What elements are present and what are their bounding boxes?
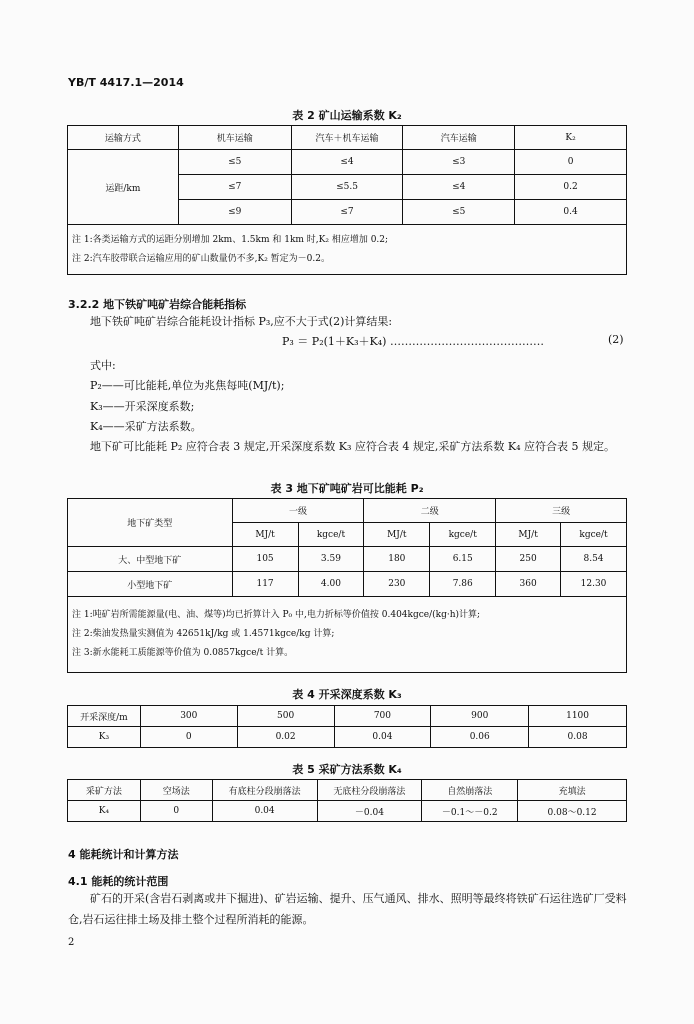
table3-row-label: 小型地下矿 <box>68 572 233 597</box>
table3 <box>67 498 627 673</box>
table3-caption: 表 3 地下矿吨矿岩可比能耗 P₂ <box>270 482 424 495</box>
table5-cell: 0 <box>140 801 212 822</box>
table5-cell: 自然崩落法 <box>422 780 518 801</box>
table2 <box>67 125 627 275</box>
table3-note-2: 注 2:柴油发热量实测值为 42651kJ/kg 或 1.4571kgce/kg 计算; <box>72 629 335 639</box>
table4-cell: 0.02 <box>237 727 334 748</box>
table4-cell: 0.04 <box>334 727 431 748</box>
table3-unit-header: MJ/t <box>364 523 430 547</box>
table4-cell: 500 <box>237 706 334 727</box>
table4-cell: 0.06 <box>431 727 529 748</box>
table3-cell: 6.15 <box>430 547 496 572</box>
table4-cell: 900 <box>431 706 529 727</box>
table3-unit-header: kgce/t <box>430 523 496 547</box>
section-3-2-2-intro: 地下铁矿吨矿岩综合能耗设计指标 P₃,应不大于式(2)计算结果: <box>90 315 393 328</box>
table4 <box>67 705 627 748</box>
table2-cell: ≤9 <box>178 200 291 225</box>
table4-cell: 1100 <box>529 706 627 727</box>
table3-unit-header: kgce/t <box>561 523 627 547</box>
table3-note-1: 注 1:吨矿岩所需能源量(电、油、煤等)均已折算计入 P₀ 中,电力折标等价值按 0.404kgce/(kg·h)计算; <box>72 610 481 620</box>
table3-cell: 180 <box>364 547 430 572</box>
table5-cell: 0.04 <box>212 801 317 822</box>
table3-unit-header: kgce/t <box>298 523 364 547</box>
table3-cell: 117 <box>232 572 298 597</box>
table2-cell: 0.2 <box>515 175 627 200</box>
table3-cell: 360 <box>496 572 561 597</box>
section-3-2-2-closing: 地下矿可比能耗 P₂ 应符合表 3 规定,开采深度系数 K₃ 应符合表 4 规定,采矿方法系数 K₄ 应符合表 5 规定。 <box>90 440 616 453</box>
table3-cell: 250 <box>496 547 561 572</box>
section-4-heading: 4 能耗统计和计算方法 <box>68 848 179 861</box>
table4-caption: 表 4 开采深度系数 K₃ <box>292 688 402 701</box>
table2-row-label: 运距/km <box>68 150 179 225</box>
standard-code: YB/T 4417.1—2014 <box>68 76 184 89</box>
page-number: 2 <box>68 937 75 948</box>
table5-cell: 空场法 <box>140 780 212 801</box>
table3-cell: 12.30 <box>561 572 627 597</box>
table2-header-cell: 汽车＋机车运输 <box>291 126 403 150</box>
table3-cell: 230 <box>364 572 430 597</box>
table5-caption: 表 5 采矿方法系数 K₄ <box>292 763 402 776</box>
table2-cell: 0.4 <box>515 200 627 225</box>
table5-cell: －0.1～－0.2 <box>422 801 518 822</box>
table2-header-cell: 机车运输 <box>178 126 291 150</box>
table5-cell: 无底柱分段崩落法 <box>317 780 422 801</box>
table5-cell: －0.04 <box>317 801 422 822</box>
table3-unit-header: MJ/t <box>232 523 298 547</box>
definition-p2: P₂——可比能耗,单位为兆焦每吨(MJ/t); <box>90 379 285 392</box>
table2-notes <box>68 225 627 275</box>
table4-row-label: 开采深度/m <box>68 706 141 727</box>
table2-cell: ≤5 <box>403 200 515 225</box>
table2-cell: ≤7 <box>178 175 291 200</box>
table3-unit-header: MJ/t <box>496 523 561 547</box>
table2-cell: ≤5 <box>178 150 291 175</box>
table4-row-label: K₃ <box>68 727 141 748</box>
table3-cell: 3.59 <box>298 547 364 572</box>
section-4-1-heading: 4.1 能耗的统计范围 <box>68 875 169 888</box>
table2-cell: ≤3 <box>403 150 515 175</box>
table4-cell: 0.08 <box>529 727 627 748</box>
table3-note-3: 注 3:新水能耗工质能源等价值为 0.0857kgce/t 计算。 <box>72 648 294 658</box>
formula-2: P₃ ＝ P₂(1＋K₃＋K₄) …………………………………… <box>282 335 544 348</box>
table2-note-2: 注 2:汽车胶带联合运输应用的矿山数量仍不多,K₂ 暂定为－0.2。 <box>72 253 330 264</box>
where-label: 式中: <box>90 359 116 372</box>
table3-cell: 105 <box>232 547 298 572</box>
table2-note-1: 注 1:各类运输方式的运距分别增加 2km、1.5km 和 1km 时,K₂ 相应增加 0.2; <box>72 234 389 245</box>
table2-caption: 表 2 矿山运输系数 K₂ <box>292 109 402 122</box>
table2-cell: ≤4 <box>403 175 515 200</box>
table3-grade-header: 二级 <box>364 499 496 523</box>
section-3-2-2-heading: 3.2.2 地下铁矿吨矿岩综合能耗指标 <box>68 298 247 311</box>
table2-header-cell: 运输方式 <box>68 126 179 150</box>
table5-cell: 充填法 <box>518 780 627 801</box>
table2-header-cell: 汽车运输 <box>403 126 515 150</box>
definition-k4: K₄——采矿方法系数。 <box>90 420 202 433</box>
section-4-1-text: 矿石的开采(含岩石剥离或井下掘进)、矿岩运输、提升、压气通风、排水、照明等最终将铁矿石运往选矿厂受料仓,岩石运往排土场及排土整个过程所消耗的能源。 <box>68 892 627 926</box>
table5-cell: 0.08～0.12 <box>518 801 627 822</box>
table3-cell: 7.86 <box>430 572 496 597</box>
table2-header-cell: K₂ <box>515 126 627 150</box>
table5 <box>67 779 627 822</box>
definition-k3: K₃——开采深度系数; <box>90 400 195 413</box>
table4-cell: 0 <box>140 727 237 748</box>
table2-cell: ≤4 <box>291 150 403 175</box>
table3-notes <box>68 597 627 673</box>
table3-cell: 4.00 <box>298 572 364 597</box>
table4-cell: 300 <box>140 706 237 727</box>
table2-cell: ≤5.5 <box>291 175 403 200</box>
table4-cell: 700 <box>334 706 431 727</box>
table2-cell: 0 <box>515 150 627 175</box>
table3-cell: 8.54 <box>561 547 627 572</box>
table3-type-header: 地下矿类型 <box>68 499 233 547</box>
table3-row-label: 大、中型地下矿 <box>68 547 233 572</box>
table5-row-label: 采矿方法 <box>68 780 141 801</box>
table3-grade-header: 一级 <box>232 499 364 523</box>
formula-number: (2) <box>608 333 624 346</box>
table3-grade-header: 三级 <box>496 499 627 523</box>
table5-cell: 有底柱分段崩落法 <box>212 780 317 801</box>
table5-row-label: K₄ <box>68 801 141 822</box>
table2-cell: ≤7 <box>291 200 403 225</box>
